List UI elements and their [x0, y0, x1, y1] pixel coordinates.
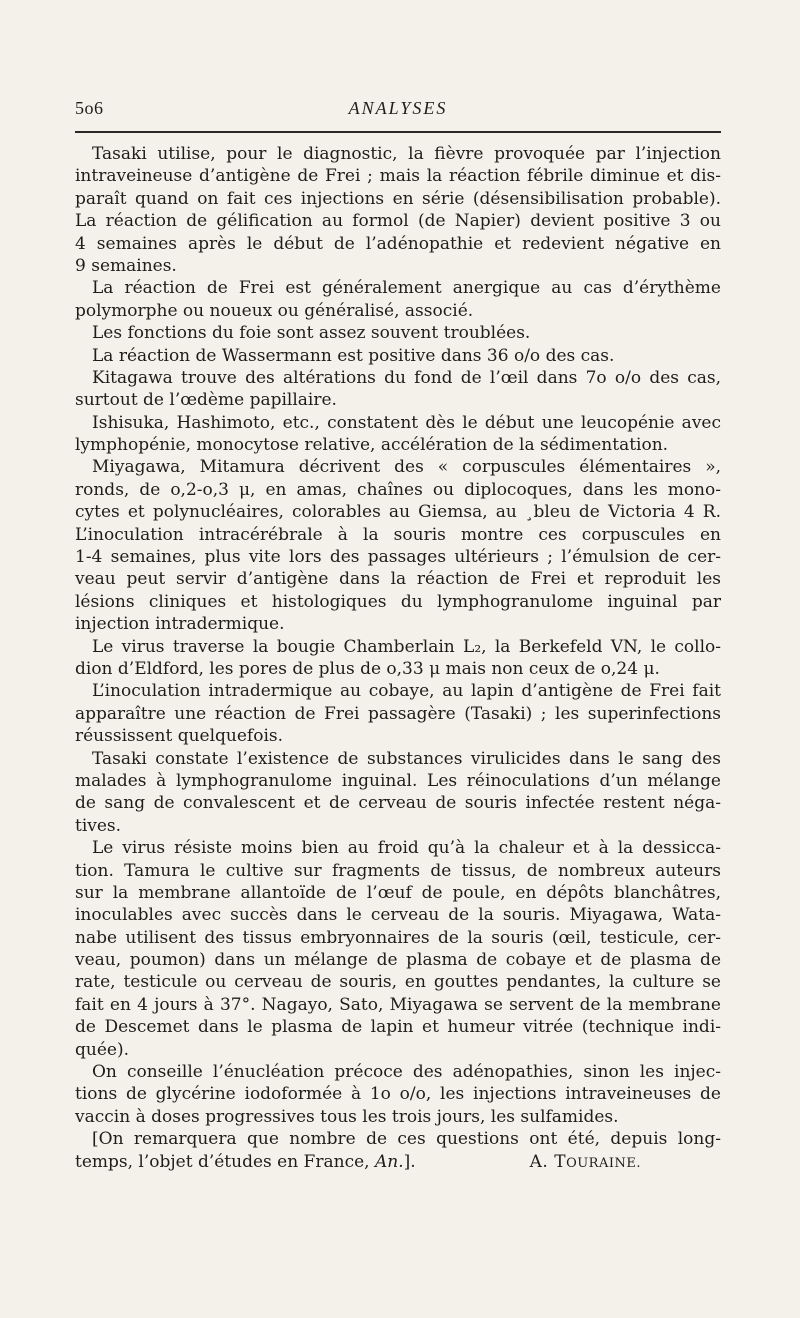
header-rule — [75, 131, 721, 133]
text-line: polymorphe ou noueux ou généralisé, associé. — [75, 300, 474, 321]
text-line: de Descemet dans le plasma de lapin et humeur vitrée (technique indi- — [75, 1017, 721, 1038]
text-line: injection intradermique. — [75, 614, 285, 635]
text-line: réussissent quelquefois. — [75, 726, 284, 747]
text-line: L’inoculation intradermique au cobaye, au lapin d’antigène de Frei fait — [92, 681, 721, 702]
running-head: ANALYSES — [348, 98, 448, 118]
abbreviation: An. — [374, 1151, 404, 1172]
text-line: Les fonctions du foie sont assez souvent troublées. — [92, 323, 531, 344]
text-line: ronds, de o,2-o,3 μ, en amas, chaînes ou diplocoques, dans les mono- — [75, 479, 721, 500]
text-line: vaccin à doses progressives tous les trois jours, les sulfamides. — [75, 1106, 619, 1127]
text-line: 1-4 semaines, plus vite lors des passages ultérieurs ; l’émulsion de cer- — [75, 547, 721, 568]
text-line: dion d’Eldford, les pores de plus de o,33 μ mais non ceux de o,24 μ. — [75, 658, 660, 679]
text-line: tion. Tamura le cultive sur fragments de tissus, de nombreux auteurs — [75, 860, 721, 881]
closing-text-end: ]. — [403, 1151, 416, 1172]
text-line: malades à lymphogranulome inguinal. Les réinoculations d’un mélange — [75, 770, 721, 791]
text-line: L’inoculation intracérébrale à la souris montre ces corpuscules en — [75, 524, 721, 545]
text-line: La réaction de Wassermann est positive dans 36 o/o des cas. — [92, 345, 615, 366]
text-line: rate, testicule ou cerveau de souris, en gouttes pendantes, la culture se — [75, 972, 721, 993]
text-line: quée). — [75, 1039, 129, 1060]
text-line: apparaître une réaction de Frei passagère (Tasaki) ; les superinfections — [75, 703, 721, 724]
text-line: surtout de l’œdème papillaire. — [75, 390, 337, 411]
article-body — [75, 143, 721, 1173]
text-line: sur la membrane allantoïde de l’œuf de poule, en dépôts blanchâtres, — [75, 882, 721, 903]
text-line: de sang de convalescent et de cerveau de souris infectée restent néga- — [75, 793, 721, 814]
text-line: Le virus traverse la bougie Chamberlain L₂, la Berkefeld VN, le collo- — [92, 636, 721, 657]
text-line: La réaction de Frei est généralement anergique au cas d’érythème — [92, 278, 721, 299]
text-line: Ishisuka, Hashimoto, etc., constatent dès le début une leucopénie avec — [92, 412, 721, 433]
text-line: Tasaki utilise, pour le diagnostic, la fièvre provoquée par l’injection — [92, 144, 721, 164]
text-line: lésions cliniques et histologiques du lymphogranulome inguinal par — [75, 591, 721, 612]
text-line: La réaction de gélification au formol (de Napier) devient positive 3 ou — [75, 211, 721, 232]
text-line: Miyagawa, Mitamura décrivent des « corpuscules élémentaires », — [92, 457, 721, 478]
text-line: tions de glycérine iodoformée à 1o o/o, les injections intraveineuses de — [75, 1084, 721, 1105]
text-line: veau, poumon) dans un mélange de plasma de cobaye et de plasma de — [75, 950, 721, 971]
text-line: veau peut servir d’antigène dans la réaction de Frei et reproduit les — [75, 569, 721, 590]
closing-text — [75, 1151, 416, 1173]
text-line: Tasaki constate l’existence de substances virulicides dans le sang des — [92, 748, 721, 769]
closing-text-start: temps, l’objet d’études en France, — [75, 1151, 375, 1172]
text-line: 9 semaines. — [75, 255, 177, 276]
text-line: Le virus résiste moins bien au froid qu’à la chaleur et à la dessicca- — [92, 838, 721, 859]
text-line: fait en 4 jours à 37°. Nagayo, Sato, Miyagawa se servent de la membrane — [75, 994, 721, 1015]
text-line: paraît quand on fait ces injections en série (désensibilisation probable). — [75, 188, 721, 209]
text-line: 4 semaines après le début de l’adénopathie et redevient négative en — [75, 233, 721, 254]
signature-initial: A. T — [529, 1151, 567, 1172]
text-line: [On remarquera que nombre de ces questions ont été, depuis long- — [92, 1129, 721, 1150]
text-line: cytes et polynucléaires, colorables au Giemsa, au ¸bleu de Victoria 4 R. — [75, 502, 721, 523]
page-header — [75, 98, 721, 120]
author-signature — [530, 1151, 641, 1173]
text-line: Kitagawa trouve des altérations du fond de l’œil dans 7o o/o des cas, — [92, 367, 721, 388]
text-line: tives. — [75, 815, 122, 836]
text-line: nabe utilisent des tissus embryonnaires de la souris (œil, testicule, cer- — [75, 927, 721, 948]
text-line-signature — [75, 1151, 721, 1173]
text-line: lymphopénie, monocytose relative, accélération de la sédimentation. — [75, 435, 669, 456]
text-line: inoculables avec succès dans le cerveau de la souris. Miyagawa, Wata- — [75, 905, 721, 926]
signature-surname: OURAINE. — [566, 1155, 641, 1171]
text-line: On conseille l’énucléation précoce des adénopathies, sinon les injec- — [92, 1062, 721, 1083]
page-number: 5o6 — [75, 98, 104, 118]
text-line: intraveineuse d’antigène de Frei ; mais la réaction fébrile diminue et dis- — [75, 166, 721, 187]
